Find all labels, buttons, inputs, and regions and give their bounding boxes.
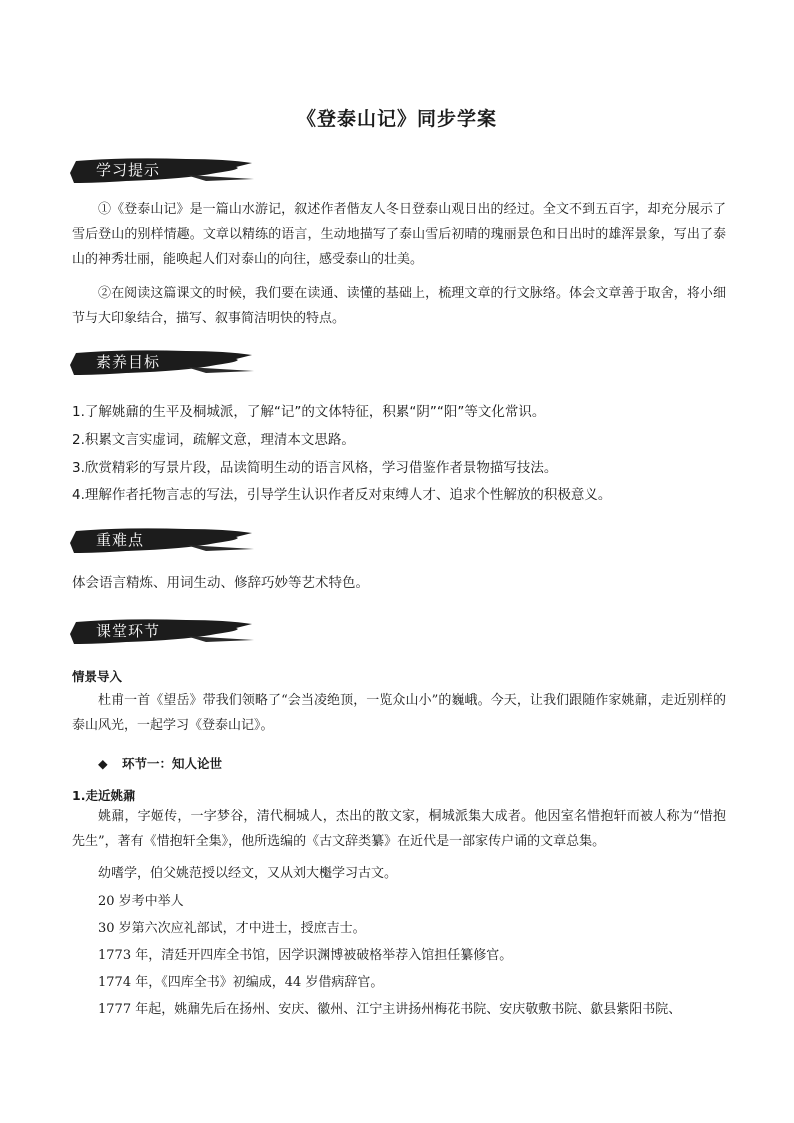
section-heading: 素养目标	[96, 353, 161, 371]
diamond-icon: ◆	[98, 756, 108, 771]
goal-item: 4.理解作者托物言志的写法，引导学生认识作者反对束缚人才、追求个性解放的积极意义。	[72, 487, 612, 503]
key-point-text: 体会语言精炼、用词生动、修辞巧妙等艺术特色。	[72, 575, 369, 591]
brush-stroke-icon	[66, 614, 256, 648]
section-banner-goals	[66, 345, 256, 379]
section-heading: 课堂环节	[96, 622, 161, 640]
section-banner-key	[66, 523, 256, 557]
brush-stroke-icon	[66, 153, 256, 187]
goal-item: 2.积累文言实虚词，疏解文意，理清本文思路。	[72, 432, 355, 448]
hint-paragraph-2: ②在阅读这篇课文的时候，我们要在读通、读懂的基础上，梳理文章的行文脉络。体会文章善于取舍，将小细节与大印象结合，描写、叙事简洁明快的特点。	[72, 286, 726, 326]
bio-line: 30 岁第六次应礼部试，才中进士，授庶吉士。	[98, 921, 366, 936]
section-heading: 重难点	[96, 531, 145, 549]
brush-stroke-icon	[66, 345, 256, 379]
bio-line: 20 岁考中举人	[98, 894, 184, 909]
brush-stroke-icon	[66, 523, 256, 557]
bio-line: 1774 年，《四库全书》初编成，44 岁借病辞官。	[98, 975, 384, 990]
goal-item: 1.了解姚鼐的生平及桐城派，了解“记”的文体特征，积累“阴”“阳”等文化常识。	[72, 404, 546, 420]
section-banner-class	[66, 614, 256, 648]
bio-paragraph: 姚鼐，字姬传，一字梦谷，清代桐城人，杰出的散文家，桐城派集大成者。他因室名惜抱轩而被人称为“惜抱先生”，著有《惜抱轩全集》，他所选编的《古文辞类纂》在近代是一部家传户诵的文章总集。	[72, 809, 726, 849]
step-title: 环节一：知人论世	[121, 756, 222, 771]
intro-title: 情景导入	[72, 669, 123, 684]
bio-line: 幼嗜学，伯父姚范授以经文，又从刘大櫆学习古文。	[98, 866, 398, 881]
step-heading	[98, 754, 758, 772]
section-banner-hint	[66, 153, 256, 187]
goal-item: 3.欣赏精彩的写景片段，品读简明生动的语言风格，学习借鉴作者景物描写技法。	[72, 460, 558, 476]
section-heading: 学习提示	[96, 161, 161, 179]
bio-line: 1773 年，清廷开四库全书馆，因学识渊博被破格举荐入馆担任纂修官。	[98, 948, 513, 963]
sub-heading: 1.走近姚鼐	[72, 788, 136, 803]
bio-line: 1777 年起，姚鼐先后在扬州、安庆、徽州、江宁主讲扬州梅花书院、安庆敬敷书院、歙县紫阳书院、	[98, 1002, 682, 1017]
hint-paragraph-1: ①《登泰山记》是一篇山水游记，叙述作者偕友人冬日登泰山观日出的经过。全文不到五百字，却充分展示了雪后登山的别样情趣。文章以精练的语言，生动地描写了泰山雪后初晴的瑰丽景色和日出时的雄浑景象，写出了泰山的神秀壮丽，能唤起人们对泰山的向往，感受泰山的壮美。	[72, 202, 726, 267]
page-title: 《登泰山记》同步学案	[296, 108, 497, 130]
intro-paragraph: 杜甫一首《望岳》带我们领略了“会当凌绝顶，一览众山小”的巍峨。今天，让我们跟随作家姚鼐，走近别样的泰山风光，一起学习《登泰山记》。	[72, 693, 726, 733]
